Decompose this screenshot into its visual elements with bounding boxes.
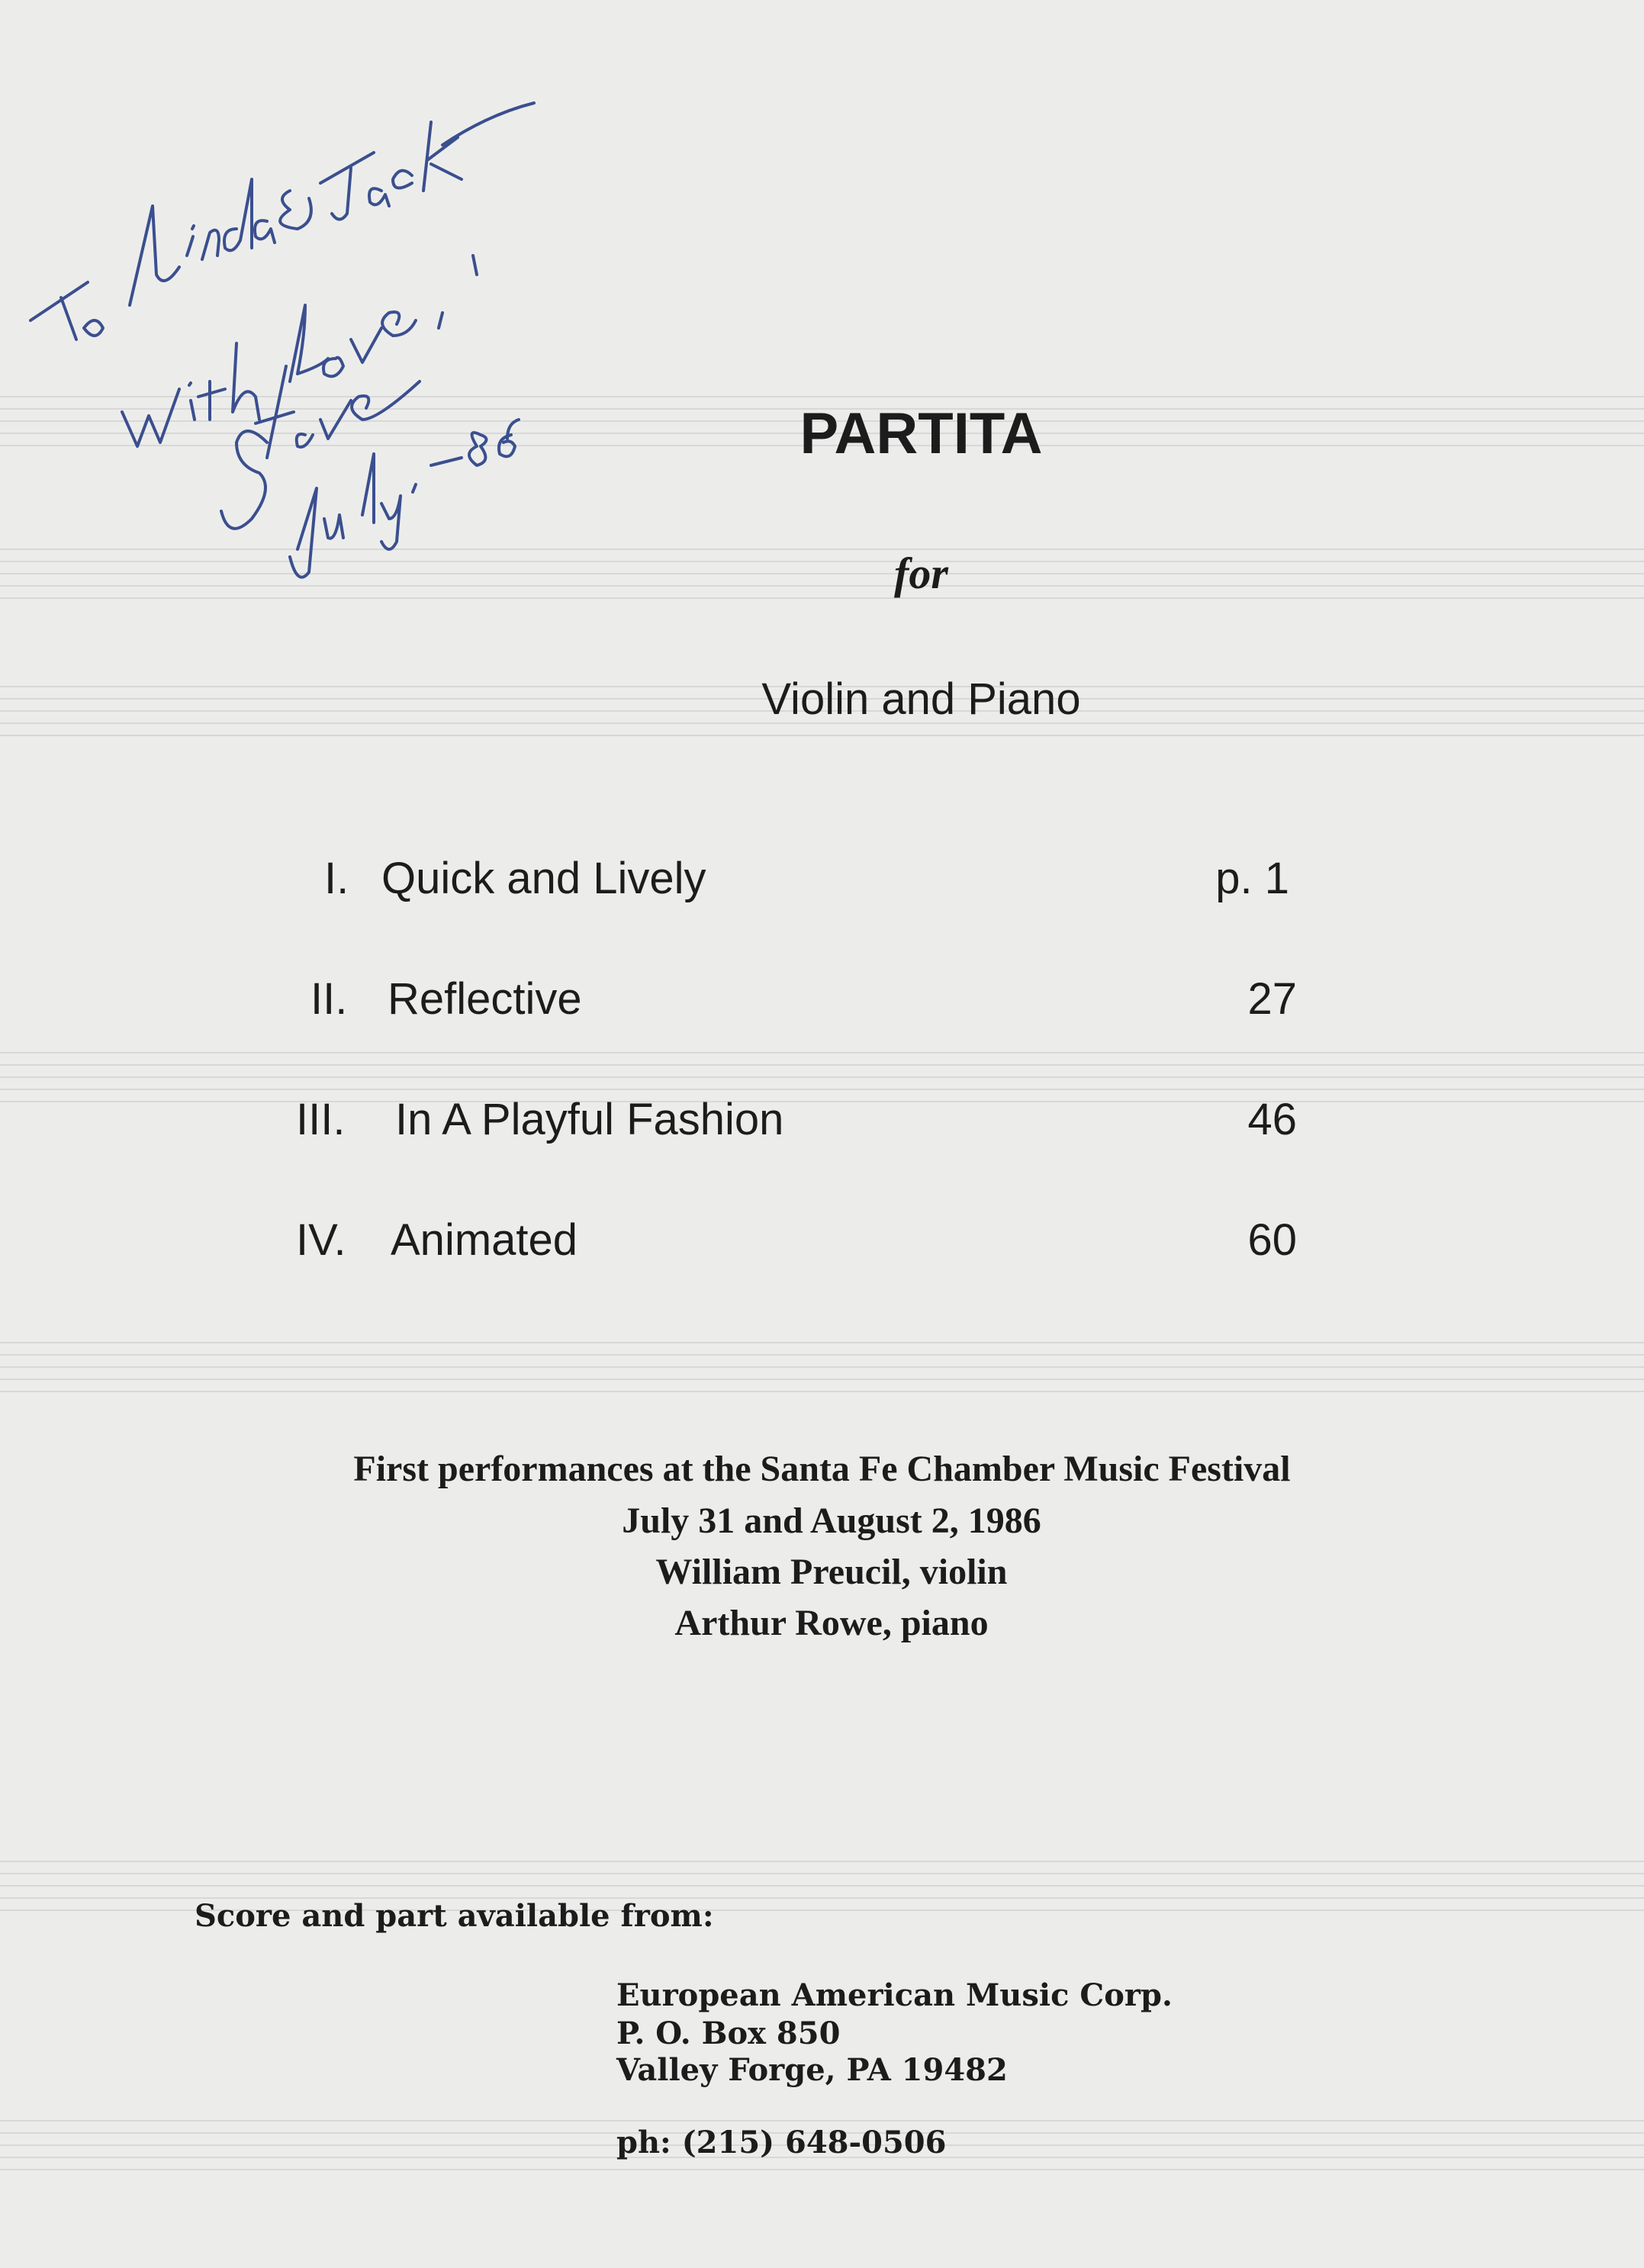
violinist-credit: William Preucil, violin — [655, 1552, 1008, 1592]
premiere-venue: First performances at the Santa Fe Chamber Music Festival — [353, 1449, 1291, 1489]
toc-row — [0, 973, 1644, 1034]
pianist-credit: Arthur Rowe, piano — [674, 1603, 989, 1643]
toc-row — [0, 1214, 1644, 1276]
publisher-address-line2: Valley Forge, PA 19482 — [616, 2052, 1008, 2088]
toc-numeral: I. — [324, 854, 349, 903]
toc-numeral: IV. — [296, 1215, 346, 1265]
availability-heading: Score and part available from: — [195, 1898, 714, 1934]
score-title: PARTITA — [799, 401, 1043, 466]
publisher-phone: ph: (215) 648-0506 — [616, 2125, 947, 2160]
toc-page: p. 1 — [1215, 854, 1289, 903]
toc-title: In A Playful Fashion — [395, 1095, 784, 1144]
publisher-address-line1: P. O. Box 850 — [616, 2015, 841, 2051]
toc-numeral: II. — [310, 974, 348, 1024]
toc-page: 46 — [1247, 1095, 1297, 1144]
toc-page: 60 — [1247, 1215, 1297, 1265]
toc-row — [0, 853, 1644, 914]
toc-title: Quick and Lively — [381, 854, 706, 903]
toc-numeral: III. — [296, 1095, 346, 1144]
toc-title: Reflective — [388, 974, 582, 1024]
handwritten-inscription — [15, 76, 549, 580]
publisher-name: European American Music Corp. — [616, 1977, 1173, 2013]
toc-row — [0, 1094, 1644, 1155]
toc-title: Animated — [391, 1215, 578, 1265]
premiere-dates: July 31 and August 2, 1986 — [622, 1501, 1041, 1541]
instrumentation: Violin and Piano — [761, 674, 1081, 724]
toc-page: 27 — [1247, 974, 1297, 1024]
for-word: for — [894, 549, 948, 598]
